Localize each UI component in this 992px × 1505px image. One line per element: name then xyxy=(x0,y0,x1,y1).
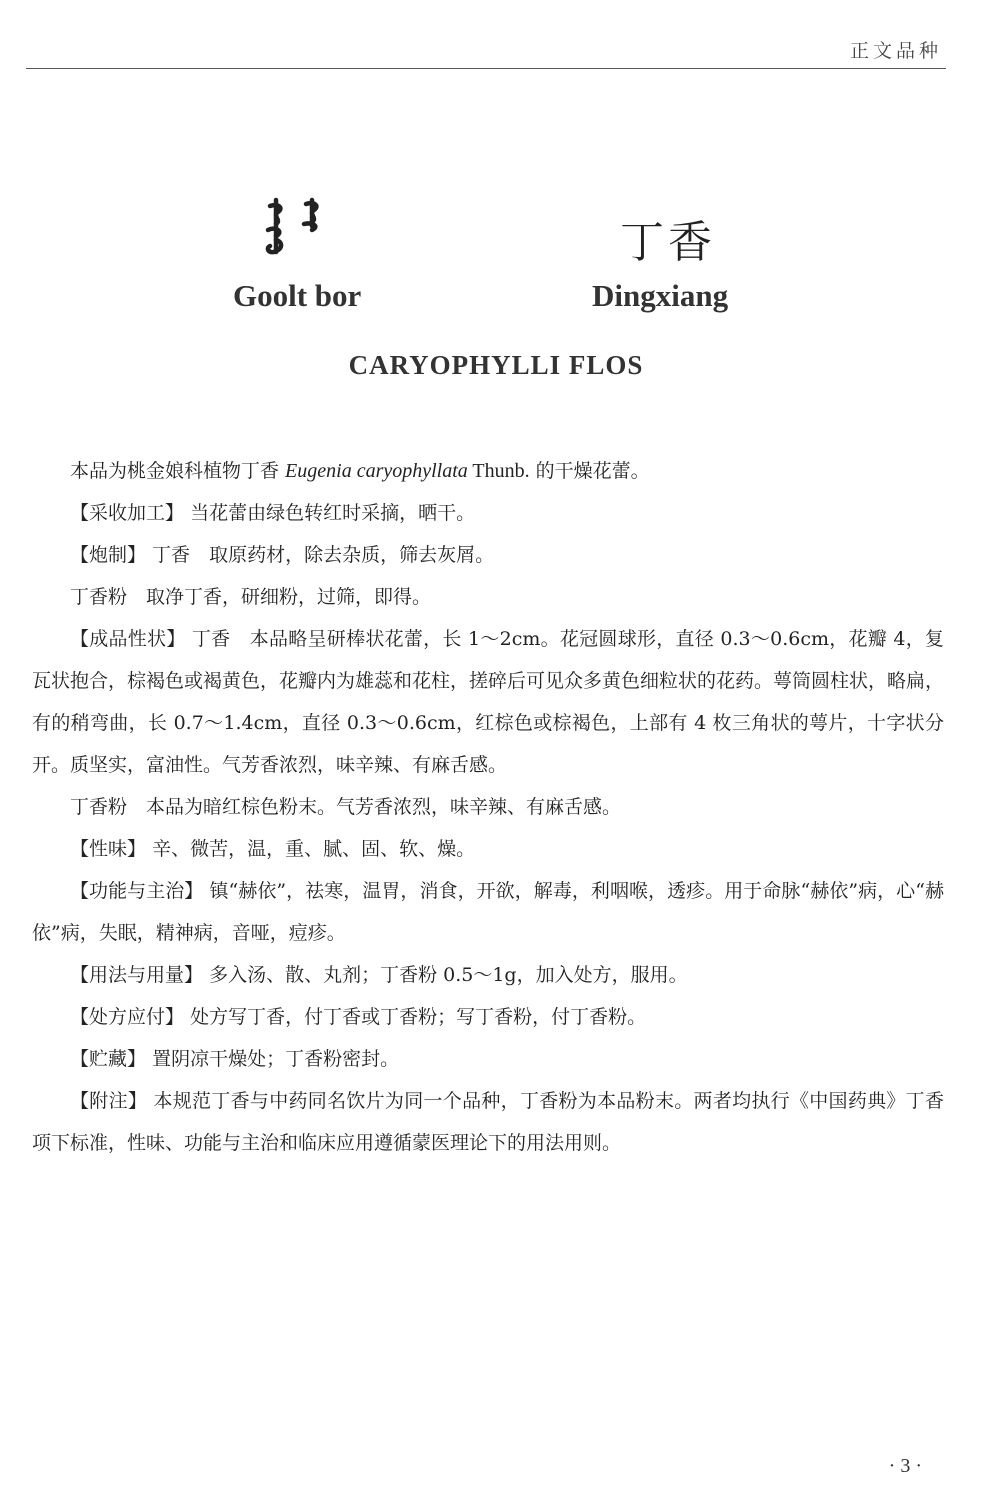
section-heading: 【性味】 xyxy=(70,838,147,860)
species-authority: Thunb. xyxy=(467,460,530,482)
running-head: 正文品种 xyxy=(849,40,942,62)
dosage-paragraph: 【用法与用量】 多入汤、散、丸剂；丁香粉 0.5～1g，加入处方，服用。 xyxy=(70,964,688,986)
harvest-paragraph: 【采收加工】 当花蕾由绿色转红时采摘，晒干。 xyxy=(70,502,476,524)
nature-taste-paragraph: 【性味】 辛、微苦，温，重、腻、固、软、燥。 xyxy=(70,838,476,860)
species-name: Eugenia caryophyllata xyxy=(285,460,468,482)
mongolian-romanized-name: Goolt bor xyxy=(233,278,362,313)
processing-paragraph: 【炮制】 丁香 取原药材，除去杂质，筛去灰屑。 xyxy=(70,544,495,566)
prescription-paragraph: 【处方应付】 处方写丁香，付丁香或丁香粉；写丁香粉，付丁香粉。 xyxy=(70,1006,647,1028)
section-heading: 【功能与主治】 xyxy=(70,880,204,902)
chinese-title: 丁香 xyxy=(620,217,716,268)
source-paragraph: 本品为桃金娘科植物丁香 Eugenia caryophyllata Thunb. 的干燥花蕾。 xyxy=(70,460,650,482)
section-heading: 【炮制】 丁香 xyxy=(70,544,191,566)
powder-processing-paragraph: 丁香粉 取净丁香，研细粉，过筛，即得。 xyxy=(70,586,432,608)
section-heading: 【用法与用量】 xyxy=(70,964,204,986)
powder-appearance-paragraph: 丁香粉 本品为暗红棕色粉末。气芳香浓烈，味辛辣、有麻舌感。 xyxy=(70,796,622,818)
storage-paragraph: 【贮藏】 置阴凉干燥处；丁香粉密封。 xyxy=(70,1048,400,1070)
sub-heading: 丁香粉 xyxy=(70,796,128,818)
section-heading: 【处方应付】 xyxy=(70,1006,185,1028)
section-heading: 【采收加工】 xyxy=(70,502,185,524)
functions-paragraph: 【功能与主治】 镇“赫依”，祛寒，温胃，消食，开欲，解毒，利咽喉，透疹。用于命脉“赫依”病，心“赫依”病，失眠，精神病，音哑，痘疹。 xyxy=(32,880,944,944)
page-number: · 3 · xyxy=(888,1455,922,1477)
notes-paragraph: 【附注】 本规范丁香与中药同名饮片为同一个品种，丁香粉为本品粉末。两者均执行《中国药典》丁香项下标准，性味、功能与主治和临床应用遵循蒙医理论下的用法用则。 xyxy=(32,1090,944,1154)
section-heading: 【成品性状】 丁香 xyxy=(70,628,231,650)
section-heading: 【附注】 xyxy=(70,1090,148,1112)
pinyin-name: Dingxiang xyxy=(592,278,729,313)
sub-heading: 丁香粉 xyxy=(70,586,128,608)
monograph-body xyxy=(32,450,944,1164)
mongolian-script-title xyxy=(262,196,342,258)
latin-drug-name: CARYOPHYLLI FLOS xyxy=(348,350,644,380)
appearance-paragraph: 【成品性状】 丁香 本品略呈研棒状花蕾，长 1～2cm。花冠圆球形，直径 0.3～0.6cm，花瓣 4，复瓦状抱合，棕褐色或褐黄色，花瓣内为雄蕊和花柱，搓碎后可见众多黄色细粒状的花药。萼筒圆柱状，略扁，有的稍弯曲，长 0.7～1.4cm，直径 0.3～0.6cm，红棕色或棕褐色，上部有 4 枚三角状的萼片，十字状分开。质坚实，富油性。气芳香浓烈，味辛辣、有麻舌感。 xyxy=(32,628,945,776)
section-heading: 【贮藏】 xyxy=(70,1048,147,1070)
header-rule xyxy=(26,68,946,69)
